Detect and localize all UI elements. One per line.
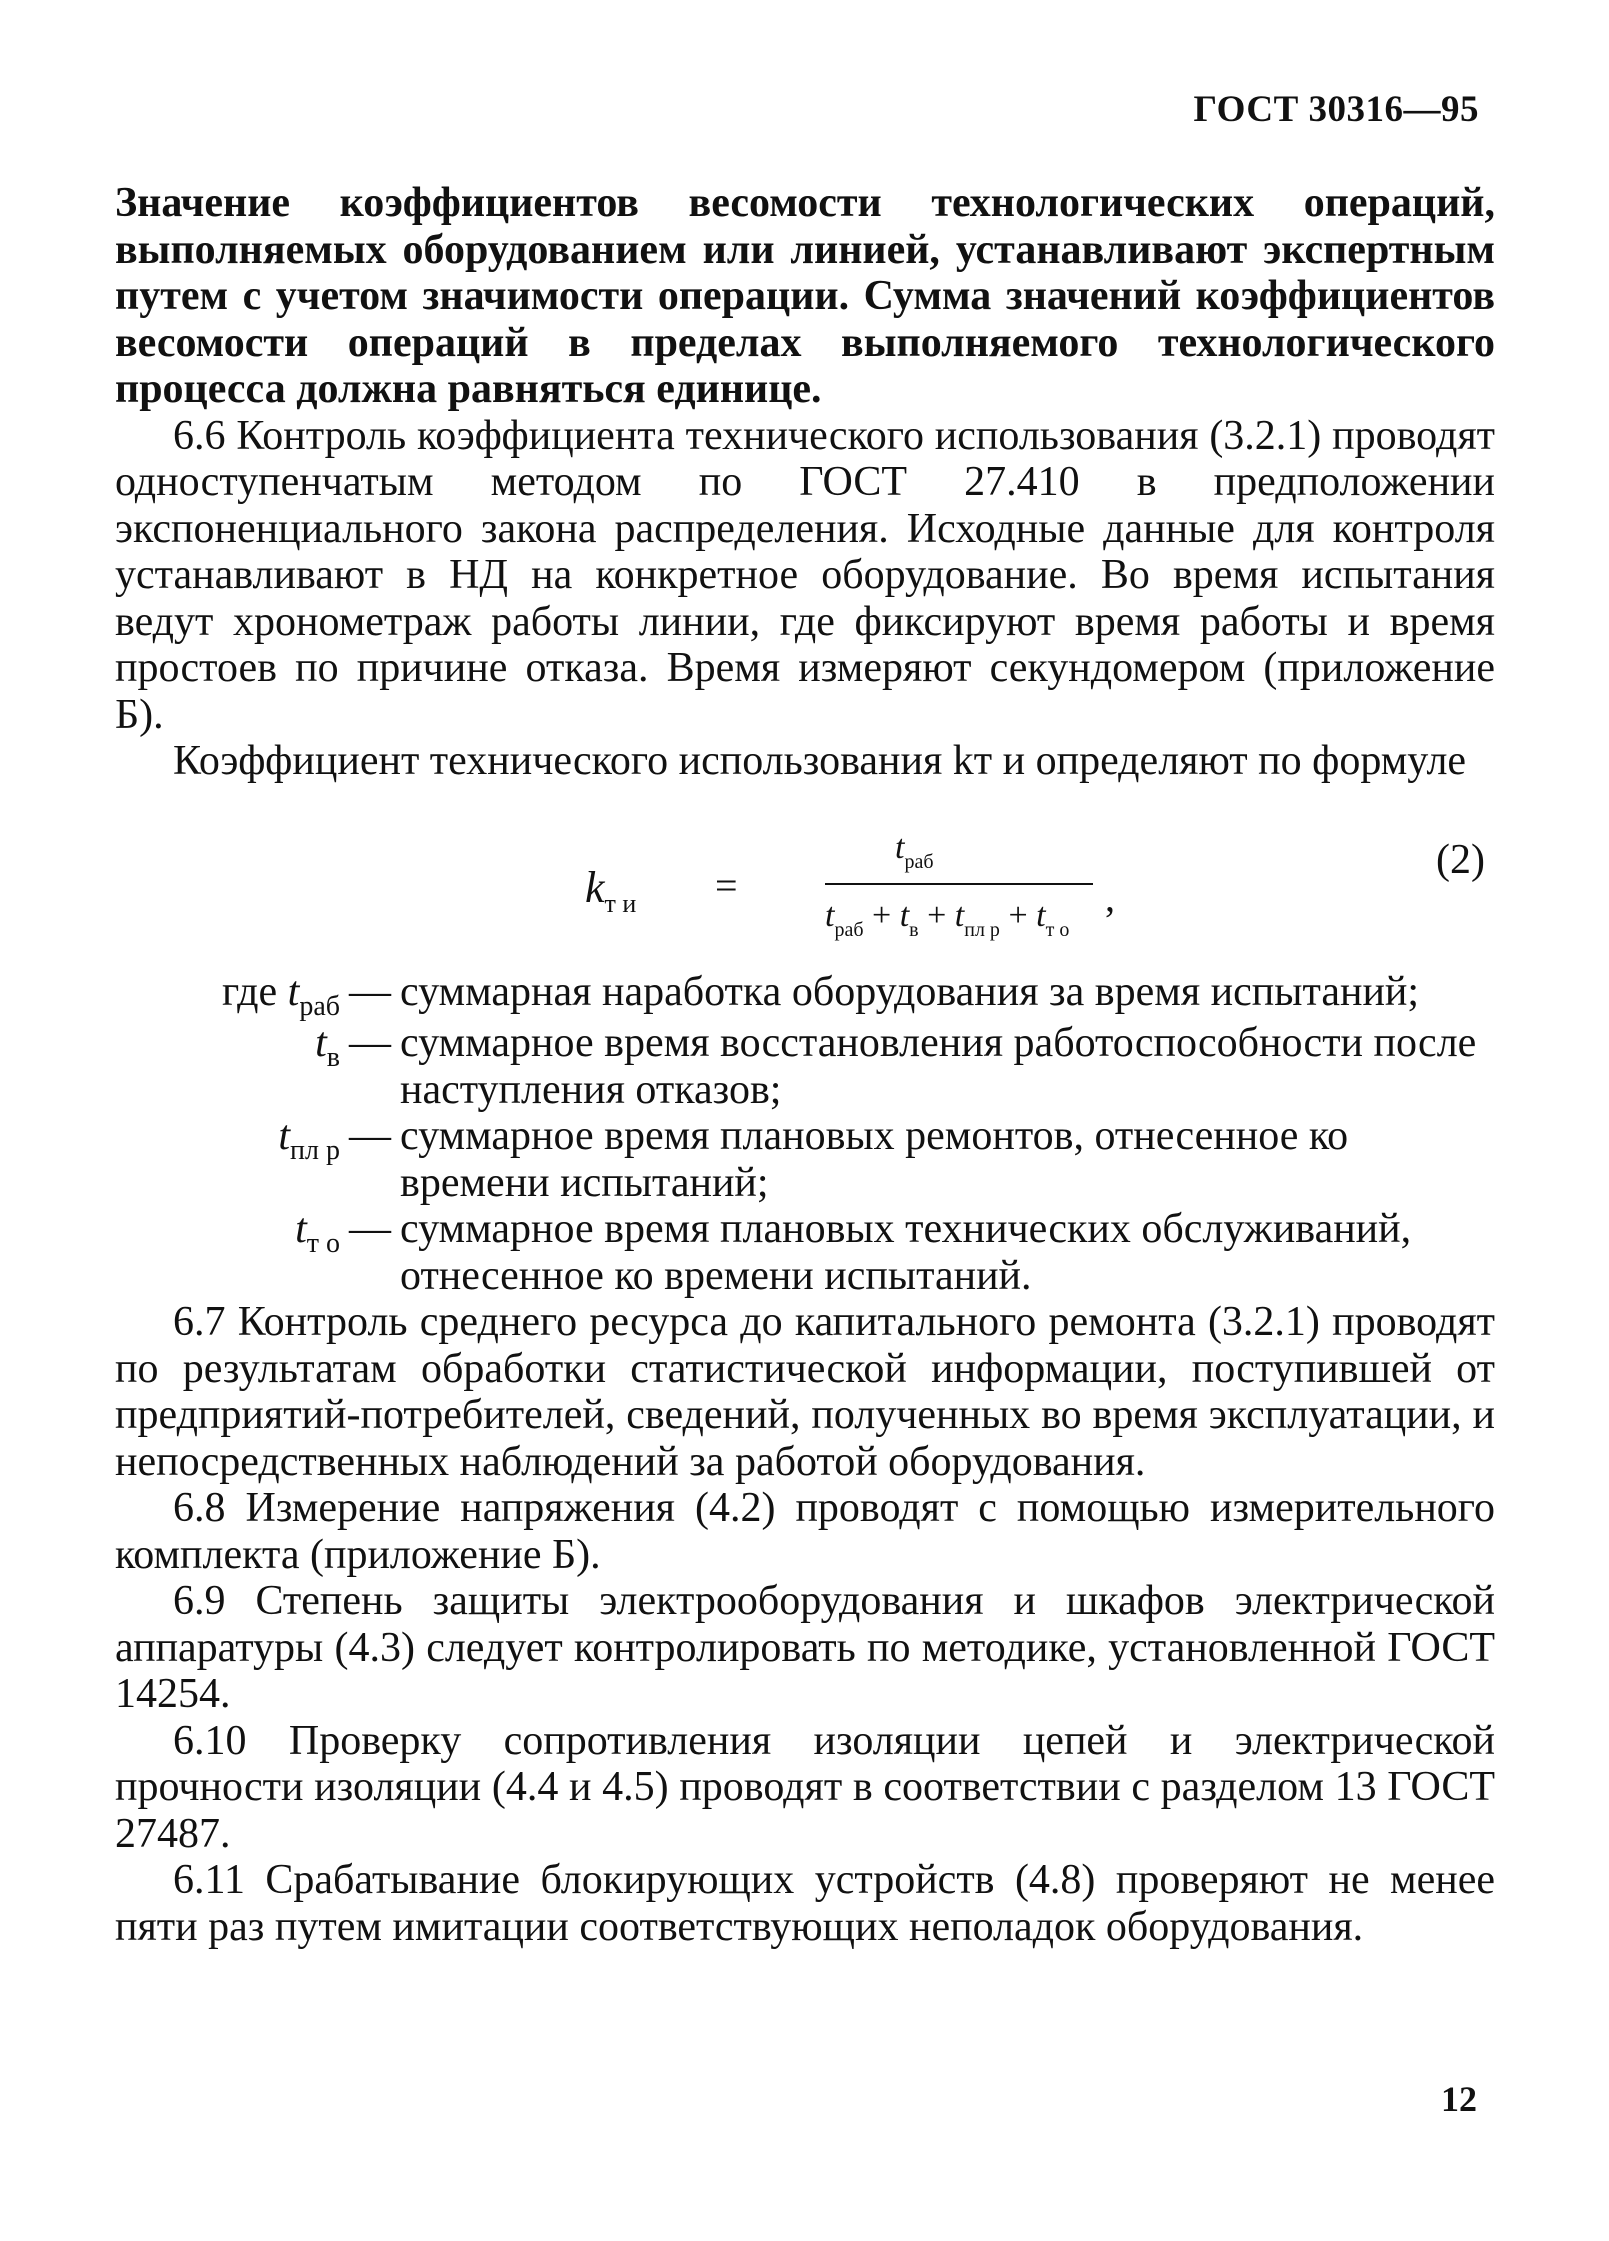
formula-lhs: $k_{т и}$ xyxy=(585,862,637,918)
definition-row: $t_в$ — суммарное время восстановления работоспособности после наступления отказов; xyxy=(315,1020,1477,1113)
paragraph-formula-intro: Коэффициент технического использования kт и определяют по формуле xyxy=(173,738,1467,784)
definition-row: где $t_{раб}$ — суммарная наработка оборудования за время испытаний; xyxy=(221,968,1420,1022)
paragraph-6-9: 6.9 Степень защиты электрооборудования и шкафов электрической аппаратуры (4.3) следует контролировать по методике, установленной ГОСТ 14254. xyxy=(115,1578,1495,1717)
formula-2 xyxy=(585,825,1145,945)
document-body xyxy=(115,180,1495,1950)
paragraph-6-7: 6.7 Контроль среднего ресурса до капитального ремонта (3.2.1) проводят по результатам обработки статистической информации, поступившей от предприятий-потребителей, сведений, полученных во время эксплуатации, и непосредственных наблюдений за работой оборудования. xyxy=(115,1299,1495,1485)
paragraph-6-11: 6.11 Срабатывание блокирующих устройств (4.8) проверяют не менее пяти раз путем имитации соответствующих неполадок оборудования. xyxy=(115,1857,1495,1950)
fraction-bar xyxy=(825,883,1093,885)
paragraph-6-10: 6.10 Проверку сопротивления изоляции цепей и электрической прочности изоляции (4.4 и 4.5) проводят в соответствии с разделом 13 ГОСТ 27487. xyxy=(115,1717,1495,1857)
variable-definitions xyxy=(115,969,1495,1300)
paragraph-6-6: 6.6 Контроль коэффициента технического использования (3.2.1) проводят одноступенчатым методом по ГОСТ 27.410 в предположении экспоненциального закона распределения. Исходные данные для контроля устанавливают в НД на конкретное оборудование. Во время испытания ведут хронометраж работы линии, где фиксируют время работы и время простоев по причине отказа. Время измеряют секундомером (приложение Б). xyxy=(115,412,1495,738)
formula-denominator: $t_{раб} + t_в + t_{пл р} + t_{т о}$ xyxy=(825,896,1070,941)
definition-row: $t_{т о}$ — суммарное время плановых технических обслуживаний, отнесенное ко времени испытаний. xyxy=(295,1206,1412,1299)
formula-equals: = xyxy=(715,862,738,908)
paragraph-6-8: 6.8 Измерение напряжения (4.2) проводят с помощью измерительного комплекта (приложение Б). xyxy=(115,1485,1495,1578)
formula-comma: , xyxy=(1105,874,1115,920)
formula-numerator: $t_{раб}$ xyxy=(895,828,934,873)
equation-number: (2) xyxy=(1436,836,1485,883)
definition-row: $t_{пл р}$ — суммарное время плановых ремонтов, отнесенное ко времени испытаний; xyxy=(278,1113,1349,1206)
page-number: 12 xyxy=(1441,2079,1477,2119)
formula-block xyxy=(115,797,1495,957)
paragraph-weight-coefficients: Значение коэффициентов весомости технологических операций, выполняемых оборудованием или линией, устанавливают экспертным путем с учетом значимости операции. Сумма значений коэффициентов весомости операций в пределах выполняемого технологического процесса должна равняться единице. xyxy=(115,180,1495,412)
document-header: ГОСТ 30316—95 xyxy=(1193,89,1479,130)
